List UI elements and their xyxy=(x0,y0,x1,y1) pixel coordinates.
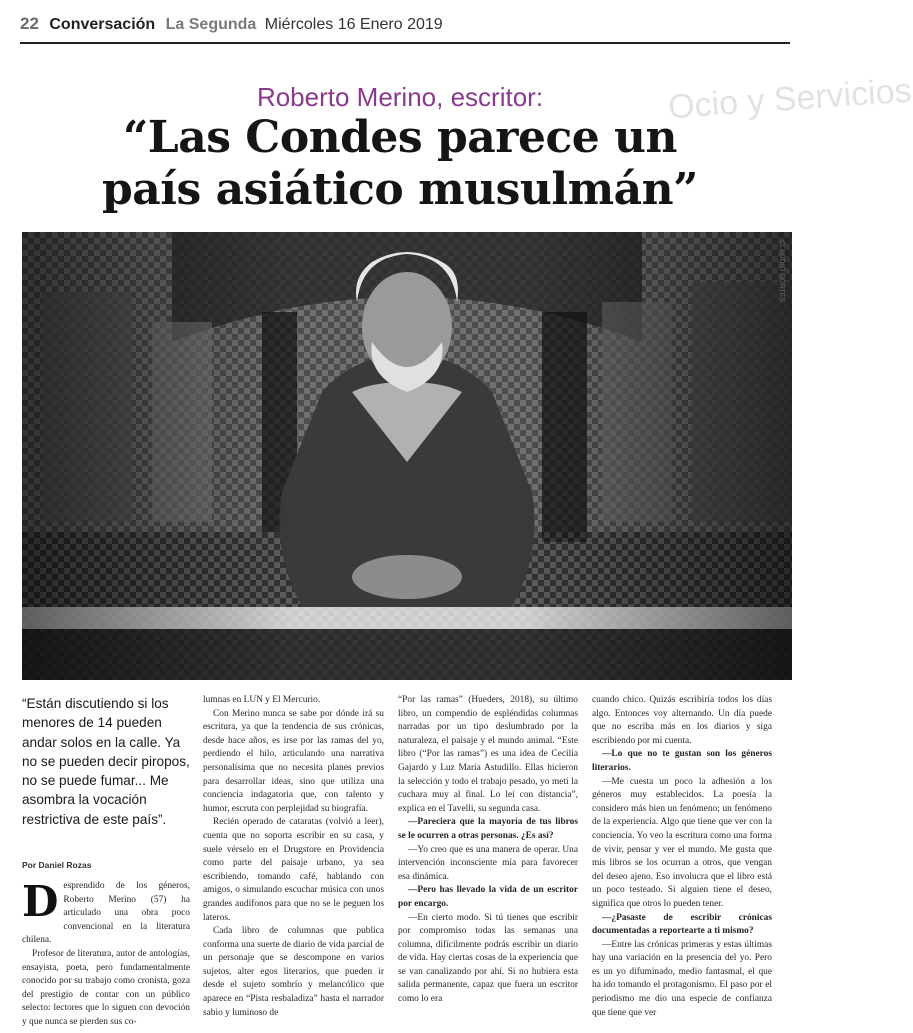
interview-question: —Lo que no te gustan son los géneros literarios. xyxy=(592,749,772,773)
interview-question: —Pareciera que la mayoría de tus libros se le ocurren a otras personas. ¿Es así? xyxy=(398,817,578,841)
newspaper-name: La Segunda xyxy=(165,16,257,33)
issue-date: Miércoles 16 Enero 2019 xyxy=(264,16,443,33)
header-rule xyxy=(20,42,790,44)
photo-illustration xyxy=(22,232,792,680)
page-number: 22 xyxy=(20,14,39,33)
body-paragraph: lumnas en LUN y El Mercurio. xyxy=(203,695,321,705)
byline: Por Daniel Rozas xyxy=(22,860,92,870)
page-header xyxy=(20,14,790,40)
article-column-3 xyxy=(398,694,578,1033)
interview-answer: —Entre las crónicas primeras y estas últimas hay una variación en la presencia del yo. Pero es un yo difuminado, medio fantasmal, el que ha ido tomando el protagonismo. El paso por el periodismo me dio una especie de confianza que tiene que ver xyxy=(592,939,772,1018)
article-kicker: Roberto Merino, escritor: xyxy=(256,82,544,112)
article-column-4 xyxy=(592,694,772,1033)
bleed-through-text: Ocio y Servicios xyxy=(666,71,913,127)
interview-answer: —Me cuesta un poco la adhesión a los géneros muy establecidos. La poesía la considero más bien un fenómeno; un fenómeno de la experiencia. Algo que tiene que ver con la conciencia. Yo veo la escritura como una forma de vivir, pensar y ver el mundo. Me gusta que mis libros se los ocurran a otros, que vengan del deseo ajeno. Eso involucra que el libro está un poco testeado. Si alguien tiene el deseo, significa que otros lo pueden tener. xyxy=(592,776,772,909)
lead-paragraph: esprendido de los géneros, Roberto Merino (57) ha articulado una obra poco convencional en la literatura chilena. xyxy=(22,881,190,946)
headline-line-1: “Las Condes parece un xyxy=(122,112,678,163)
body-paragraph: Cada libro de columnas que publica conforma una suerte de diario de vida parcial de un personaje que se descompone en varios sujetos, alter egos literarios, que pueden ir desde el sujeto sombrío y melancólico que aparece en “Pista resbaladiza” hasta el narrador sabio y luminoso de xyxy=(203,926,384,1018)
interview-answer: —Yo creo que es una manera de operar. Una intervención inconsciente mía para favorecer esa dinámica. xyxy=(398,844,578,882)
drop-cap: D xyxy=(22,877,59,926)
photo-credit: CLAUDIO CORTÉS xyxy=(778,240,785,303)
article-column-2 xyxy=(203,694,384,1033)
portrait-photo xyxy=(22,232,792,680)
article-headline xyxy=(0,112,800,216)
headline-line-2: país asiático musulmán” xyxy=(102,164,698,215)
body-paragraph: Profesor de literatura, autor de antologías, ensayista, poeta, pero fundamentalmente conocido por su trabajo como cronista, goza del prestigio de contar con un público selecto: lectores que lo siguen con devoción y que nunca se pierden sus co- xyxy=(22,948,190,1027)
interview-answer: cuando chico. Quizás escribiría todos los días algo. Entonces voy alternando. Un día puede que no escriba más en los diarios y siga escribiendo por mi cuenta. xyxy=(592,695,772,746)
body-paragraph: Con Merino nunca se sabe por dónde irá su escritura, ya que la tendencia de sus crónicas, desde hace años, es irse por las ramas del yo, perdiendo el hilo, articulando una narrativa personalísima que no necesita planes previos para desarrollar ideas, sino que utiliza una conciencia indagatoria que, con talento y humor, escruta con perplejidad su biografía. xyxy=(203,708,384,814)
interview-question: —Pero has llevado la vida de un escritor por encargo. xyxy=(398,885,578,909)
interview-question: —¿Pasaste de escribir crónicas documentadas a reportearte a ti mismo? xyxy=(592,912,772,937)
article-column-1 xyxy=(22,877,190,1033)
body-paragraph: “Por las ramas” (Hueders, 2018), su último libro, un compendio de espléndidas columnas narradas por un tipo deslumbrado por la naturaleza, el paisaje y el mundo animal. “Este libro (“Por las ramas”) es una idea de Cecilia Gajardo y Luz María Astudillo. Ellas hicieron la selección y todo el trabajo pesado, yo metí la cuchara muy al final. Lo leí con distancia”, explica en el Tavelli, su segunda casa. xyxy=(398,695,578,814)
pull-quote: “Están discutiendo si los menores de 14 pueden andar solos en la calle. Ya no se pueden decir piropos, no se puede fumar... Me asombra la vocación restrictiva de este país”. xyxy=(22,696,190,827)
body-paragraph: Recién operado de cataratas (volvió a leer), cuenta que no soporta escribir en su casa, y suele vérselo en el Drugstore en Providencia como parte del paisaje urbano, ya sea escribiendo, tomando café, hablando con amigos, o simulando escuchar música con unos grandes audífonos para que no se le peguen los lateros. xyxy=(203,817,384,923)
interview-answer: —En cierto modo. Si tú tienes que escribir por compromiso todas las semanas una columna, difícilmente podrás escribir un diario de vida. Hay ciertas cosas de la experiencia que se van canalizando por ahí. Si no hubiera esta salida permanente, capaz que fuera un escritor como lo era xyxy=(398,912,578,1005)
section-name: Conversación xyxy=(49,16,156,33)
